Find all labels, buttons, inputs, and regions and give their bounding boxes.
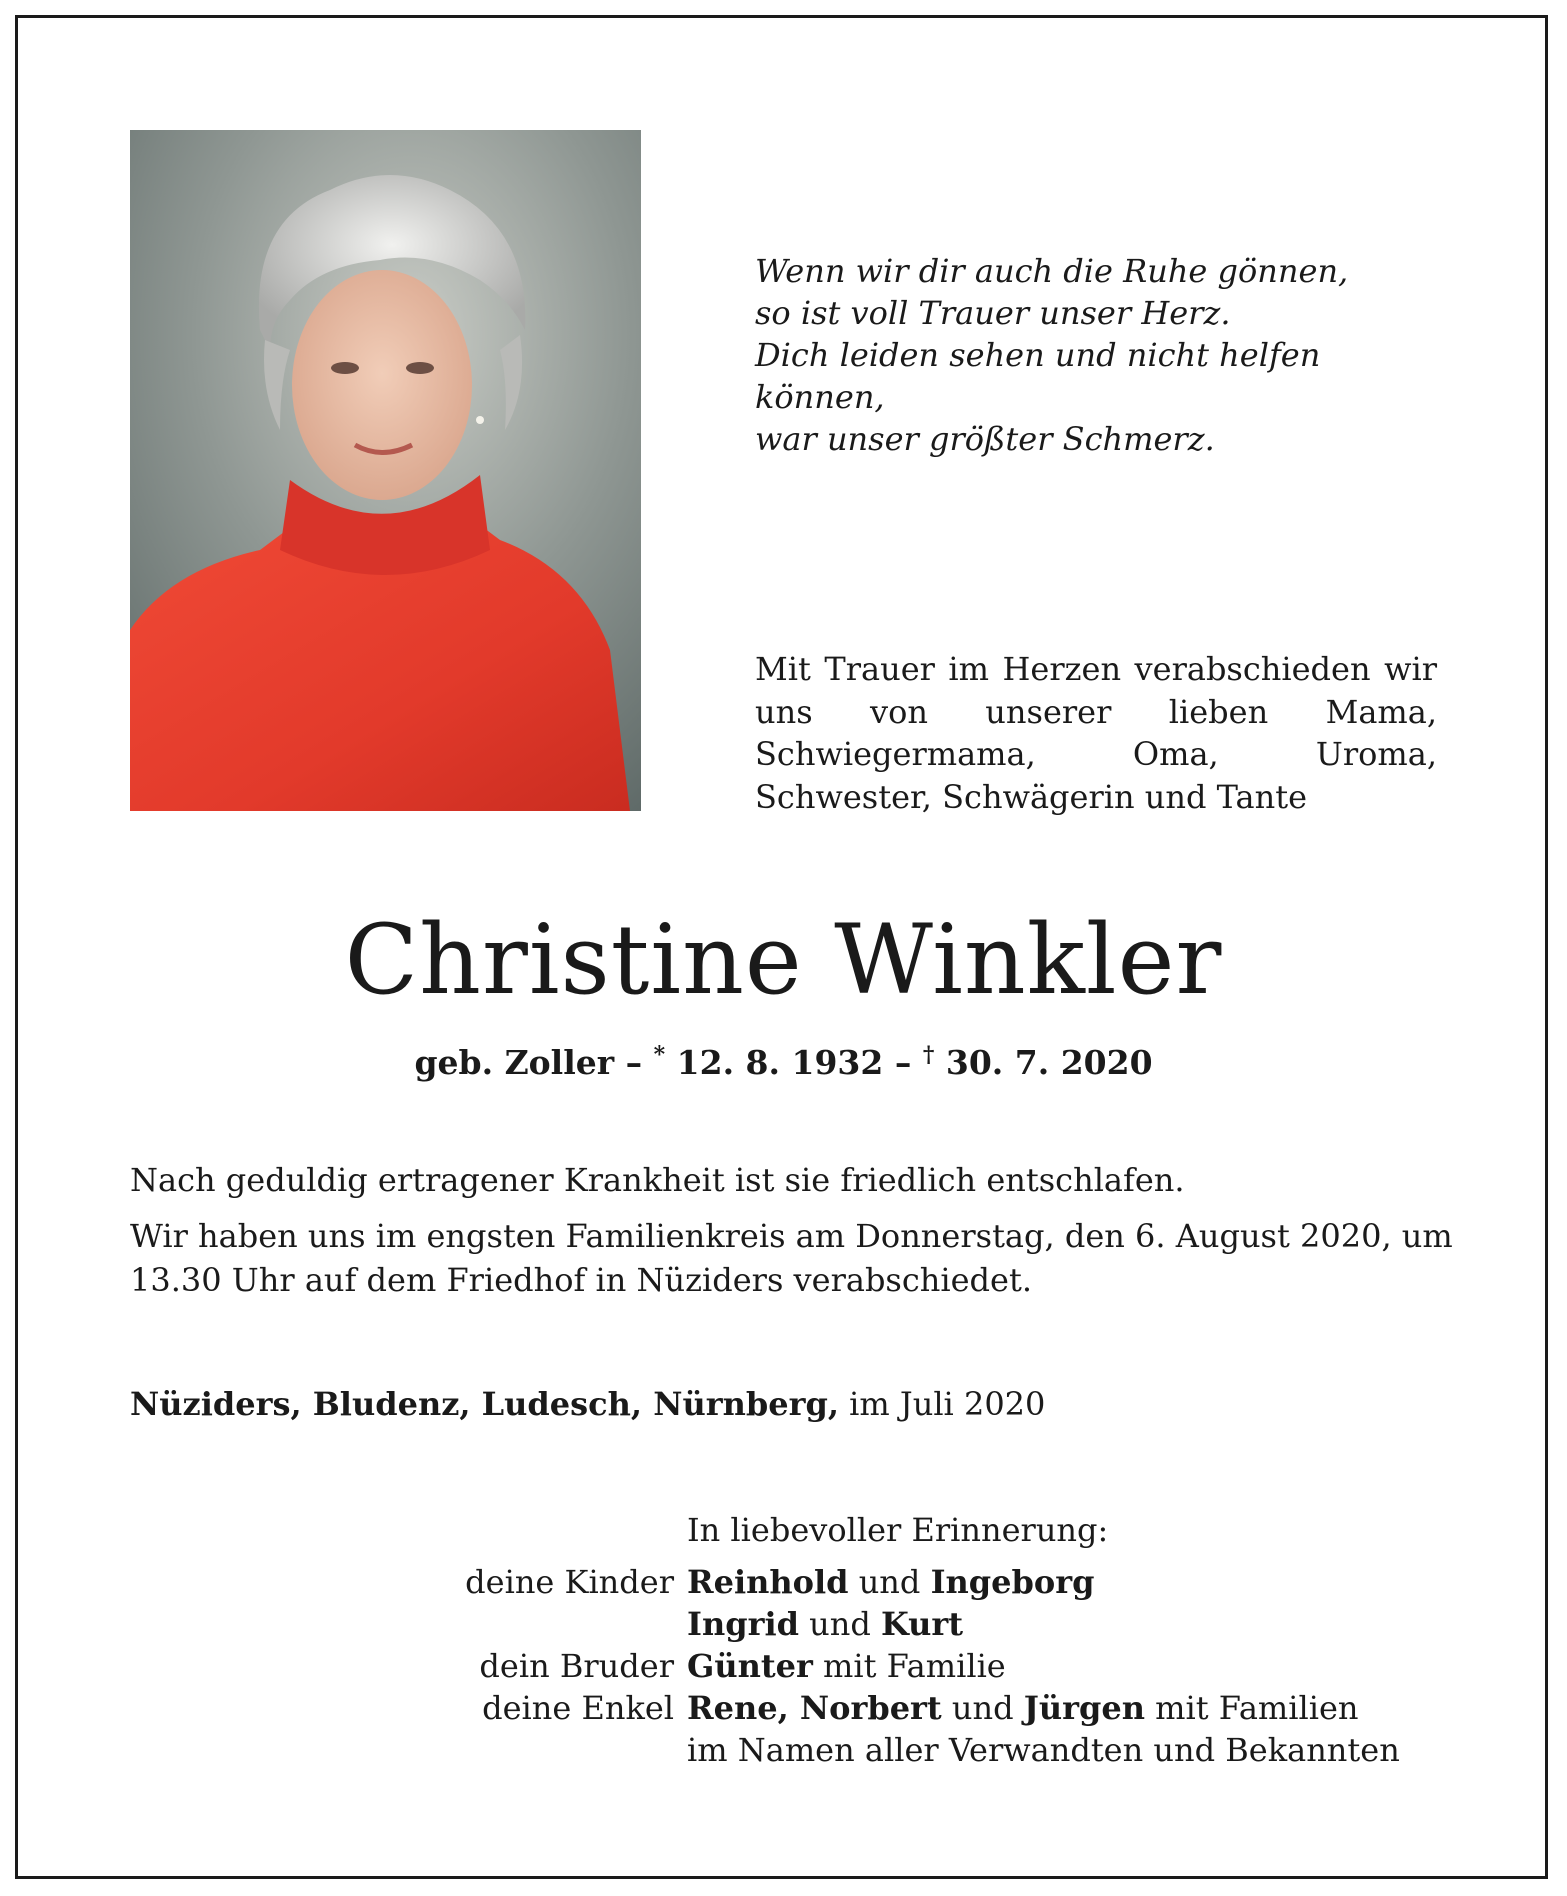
portrait-photo	[130, 130, 641, 811]
family-name: Günter	[687, 1647, 813, 1685]
born-date: 12. 8. 1932	[676, 1043, 884, 1082]
family-names	[687, 1644, 1006, 1688]
places: Nüziders, Bludenz, Ludesch, Nürnberg,	[130, 1385, 839, 1423]
family-name: Ingrid	[687, 1605, 799, 1643]
family-name: Ingeborg	[930, 1563, 1095, 1601]
closing-line: im Namen aller Verwandten und Bekannten	[687, 1731, 1400, 1769]
birth-name: geb. Zoller	[414, 1043, 615, 1082]
conjunction: und	[848, 1563, 931, 1601]
family-suffix: mit Familie	[812, 1647, 1006, 1685]
family-row-kinder	[0, 1560, 1567, 1604]
family-row-closing	[0, 1728, 1567, 1772]
born-symbol: *	[653, 1042, 666, 1068]
body-text-2: Wir haben uns im engsten Familienkreis am Donnerstag, den 6. August 2020, um 13.30 Uhr auf dem Friedhof in Nüziders verabschiedet.	[130, 1217, 1453, 1299]
family-name: Jürgen	[1023, 1689, 1145, 1727]
places-date: im Juli 2020	[838, 1385, 1046, 1423]
conjunction: und	[799, 1605, 882, 1643]
body-text-1: Nach geduldig ertragener Krankheit ist sie friedlich entschlafen.	[130, 1161, 1185, 1199]
family-name: Rene, Norbert	[687, 1689, 942, 1727]
died-symbol: †	[922, 1042, 935, 1068]
family-row-bruder	[0, 1644, 1567, 1688]
intro-text: Mit Trauer im Herzen verabschieden wir uns von unserer lieben Mama, Schwiegermama, Oma, Uroma, Schwester, Schwägerin und Tante	[755, 650, 1437, 816]
deceased-name: Christine Winkler	[344, 904, 1223, 1016]
dash: –	[894, 1043, 912, 1082]
places-line	[130, 1382, 1045, 1426]
family-row-enkel	[0, 1686, 1567, 1730]
conjunction: und	[941, 1689, 1024, 1727]
family-row-kinder-2	[0, 1602, 1567, 1646]
poem-line: Dich leiden sehen und nicht helfen können,	[755, 336, 1321, 416]
died-date: 30. 7. 2020	[945, 1043, 1153, 1082]
life-dates	[0, 1033, 1567, 1085]
relation-label: deine Kinder	[465, 1563, 674, 1601]
family-names	[687, 1560, 1094, 1604]
family-name: Reinhold	[687, 1563, 849, 1601]
poem-line: war unser größter Schmerz.	[755, 420, 1215, 458]
poem-line: Wenn wir dir auch die Ruhe gönnen,	[755, 252, 1349, 290]
poem	[755, 250, 1455, 460]
dash: –	[625, 1043, 643, 1082]
memory-heading: In liebevoller Erinnerung:	[687, 1511, 1109, 1549]
family-names	[687, 1602, 963, 1646]
relation-label: dein Bruder	[479, 1647, 674, 1685]
family-names	[687, 1686, 1358, 1730]
relation-label: deine Enkel	[482, 1689, 674, 1727]
poem-line: so ist voll Trauer unser Herz.	[755, 294, 1231, 332]
family-suffix: mit Familien	[1145, 1689, 1359, 1727]
family-name: Kurt	[881, 1605, 964, 1643]
